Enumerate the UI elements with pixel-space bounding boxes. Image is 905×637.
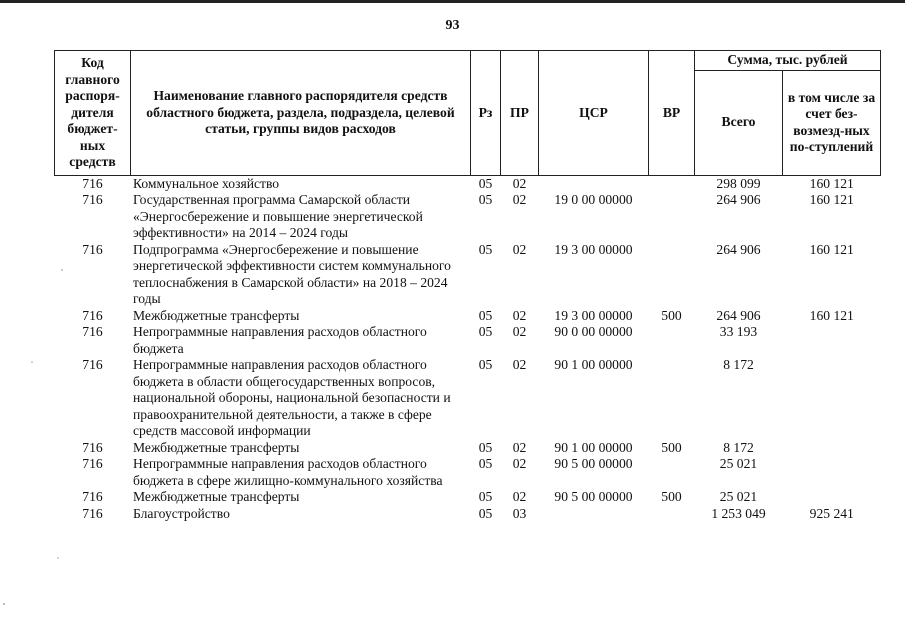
row-csr: 90 5 00 00000 bbox=[554, 489, 633, 504]
row-pr: 02 bbox=[512, 439, 527, 455]
scan-speck bbox=[61, 269, 63, 271]
row-total: 264 906 bbox=[716, 307, 761, 323]
row-vr: 500 bbox=[661, 307, 682, 323]
row-total: 298 099 bbox=[716, 175, 761, 191]
row-pr: 03 bbox=[512, 505, 527, 521]
row-name: Государственная программа Самарской области «Энергосбережение и повышение энергетической эффективности» на 2014 – 2024 годы bbox=[133, 192, 423, 240]
row-name: Подпрограмма «Энергосбережение и повышение энергетической эффективности систем коммунального теплоснабжения в Самарской области» на 2018 – 2024 годы bbox=[133, 241, 451, 306]
row-rz: 05 bbox=[478, 192, 493, 207]
row-pr: 02 bbox=[512, 307, 527, 323]
row-incl: 160 121 bbox=[809, 241, 854, 257]
row-code: 716 bbox=[82, 456, 103, 471]
scan-speck bbox=[57, 557, 58, 558]
row-code: 716 bbox=[82, 175, 103, 191]
row-total: 33 193 bbox=[719, 324, 758, 339]
row-name: Коммунальное хозяйство bbox=[133, 175, 280, 191]
row-vr: 500 bbox=[661, 489, 682, 504]
row-name: Благоустройство bbox=[133, 505, 230, 521]
row-csr: 19 0 00 00000 bbox=[554, 192, 633, 207]
row-csr: 90 1 00 00000 bbox=[554, 439, 633, 455]
row-code: 716 bbox=[82, 439, 103, 455]
header-rz: Рз bbox=[471, 51, 501, 176]
row-csr: 90 0 00 00000 bbox=[554, 324, 633, 339]
row-code: 716 bbox=[82, 307, 103, 323]
row-pr: 02 bbox=[512, 241, 527, 257]
row-total: 25 021 bbox=[719, 489, 758, 504]
row-name: Непрограммные направления расходов областного бюджета bbox=[133, 324, 427, 356]
row-name: Непрограммные направления расходов областного бюджета в области общегосударственных вопросов, национальной обороны, национальной безопасности и правоохранительной деятельности, а также в сфере средств массовой информации bbox=[133, 357, 451, 438]
header-total: Всего bbox=[695, 70, 783, 175]
row-rz: 05 bbox=[478, 489, 493, 504]
row-vr: 500 bbox=[661, 439, 682, 455]
header-name: Наименование главного распорядителя средств областного бюджета, раздела, подраздела, целевой статьи, группы видов расходов bbox=[131, 51, 471, 176]
row-incl: 160 121 bbox=[809, 192, 854, 207]
row-rz: 05 bbox=[478, 324, 493, 339]
row-rz: 05 bbox=[478, 175, 493, 191]
header-csr: ЦСР bbox=[539, 51, 649, 176]
row-name: Непрограммные направления расходов областного бюджета в сфере жилищно-коммунального хозяйства bbox=[133, 456, 443, 488]
row-incl: 160 121 bbox=[809, 307, 854, 323]
row-code: 716 bbox=[82, 241, 103, 257]
row-incl: 925 241 bbox=[809, 505, 854, 521]
row-total: 1 253 049 bbox=[711, 505, 766, 521]
row-total: 8 172 bbox=[723, 357, 754, 372]
page-number: 93 bbox=[445, 18, 460, 33]
row-pr: 02 bbox=[512, 192, 527, 207]
scan-speck bbox=[31, 361, 33, 363]
row-pr: 02 bbox=[512, 456, 527, 471]
row-rz: 05 bbox=[478, 357, 493, 372]
row-code: 716 bbox=[82, 357, 103, 372]
row-csr: 90 1 00 00000 bbox=[554, 357, 633, 372]
row-total: 25 021 bbox=[719, 456, 758, 471]
header-vr: ВР bbox=[649, 51, 695, 176]
row-name: Межбюджетные трансферты bbox=[133, 439, 300, 455]
row-total: 264 906 bbox=[716, 192, 761, 207]
row-code: 716 bbox=[82, 489, 103, 504]
row-name: Межбюджетные трансферты bbox=[133, 489, 300, 504]
row-rz: 05 bbox=[478, 307, 493, 323]
row-csr: 19 3 00 00000 bbox=[554, 307, 633, 323]
header-pr: ПР bbox=[501, 51, 539, 176]
row-rz: 05 bbox=[478, 456, 493, 471]
row-pr: 02 bbox=[512, 175, 527, 191]
row-csr: 90 5 00 00000 bbox=[554, 456, 633, 471]
header-sum: Сумма, тыс. рублей bbox=[695, 51, 881, 71]
row-code: 716 bbox=[82, 324, 103, 339]
header-incl: в том числе за счет без-возмезд-ных по-ступлений bbox=[783, 70, 881, 175]
row-rz: 05 bbox=[478, 505, 493, 521]
row-code: 716 bbox=[82, 505, 103, 521]
row-name: Межбюджетные трансферты bbox=[133, 307, 300, 323]
row-csr: 19 3 00 00000 bbox=[554, 241, 633, 257]
header-code: Код главного распоря-дителя бюджет-ных средств bbox=[55, 51, 131, 176]
row-pr: 02 bbox=[512, 357, 527, 372]
row-rz: 05 bbox=[478, 241, 493, 257]
row-pr: 02 bbox=[512, 489, 527, 504]
scan-speck bbox=[3, 603, 5, 605]
row-total: 8 172 bbox=[723, 439, 754, 455]
row-incl: 160 121 bbox=[809, 175, 854, 191]
row-code: 716 bbox=[82, 192, 103, 207]
row-rz: 05 bbox=[478, 439, 493, 455]
row-total: 264 906 bbox=[716, 241, 761, 257]
row-pr: 02 bbox=[512, 324, 527, 339]
